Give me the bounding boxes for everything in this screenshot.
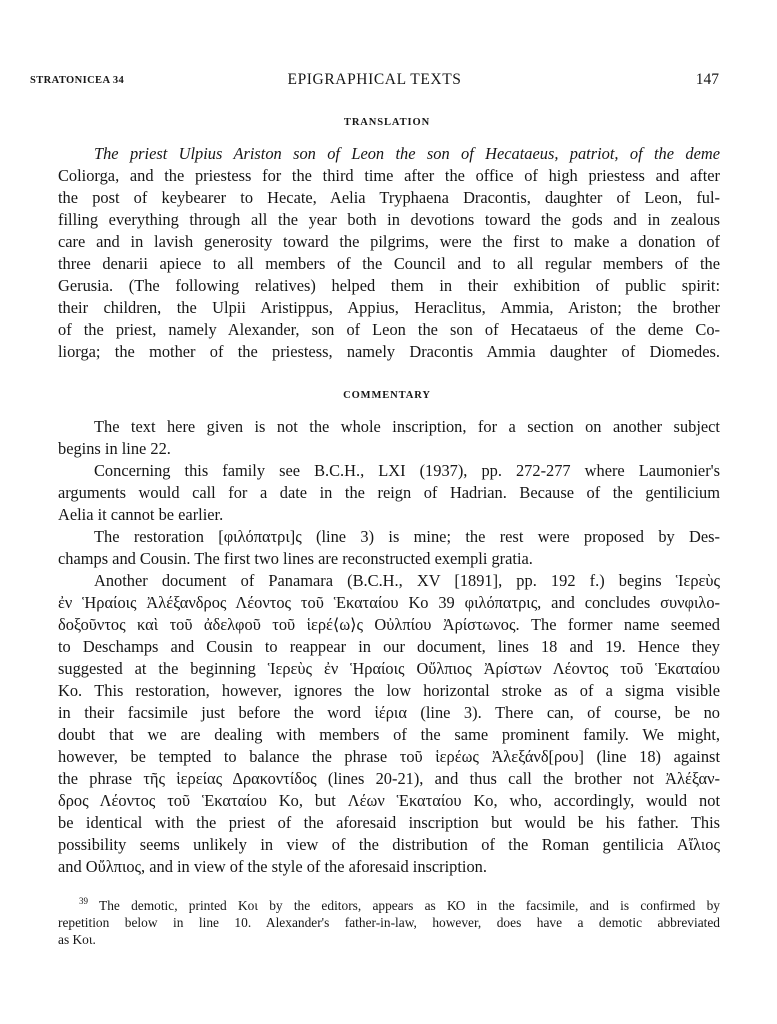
- running-head: [30, 71, 719, 93]
- commentary-line: to Deschamps and Cousin to reappear in our document, lines 18 and 19. Hence they: [58, 637, 720, 656]
- commentary-line: the phrase τῆς ἱερείας Δρακοντίδος (lines 20-21), and thus call the brother not Ἀλέξαν-: [58, 769, 720, 788]
- commentary-line: champs and Cousin. The first two lines are reconstructed exempli gratia.: [58, 549, 533, 568]
- commentary-line: ἐν Ἡραίοις Ἀλέξανδρος Λέοντος τοῦ Ἑκαταίου Κο 39 φιλόπατρις, and concludes συνφιλο-: [58, 593, 720, 612]
- translation-heading: TRANSLATION: [343, 117, 431, 128]
- footnote-number: 39: [79, 896, 88, 906]
- commentary-line: and Οὔλπιος, and in view of the style of the aforesaid inscription.: [58, 857, 487, 876]
- commentary-line: doubt that we are dealing with members of the same prominent family. We might,: [58, 725, 720, 744]
- translation-line: their children, the Ulpii Aristippus, Appius, Heraclitus, Ammia, Ariston; the brother: [58, 298, 720, 317]
- translation-line: of the priest, namely Alexander, son of Leon the son of Hecataeus of the deme Co-: [58, 320, 720, 339]
- footnote-line: as Κοι.: [58, 932, 96, 947]
- commentary-line: in their facsimile just before the word ἱέρια (line 3). There can, of course, be no: [58, 703, 720, 722]
- running-head-title: EPIGRAPHICAL TEXTS: [287, 71, 462, 88]
- commentary-line: δρος Λέοντος τοῦ Ἑκαταίου Κο, but Λέων Ἑκαταίου Κο, who, accordingly, would not: [58, 791, 720, 810]
- commentary-line: δοξοῦντος καὶ τοῦ ἀδελφοῦ τοῦ ἱερέ⟨ω⟩ς Οὐλπίου Ἀρίστωνος. The former name seemed: [58, 615, 720, 634]
- footnote-line: [79, 898, 720, 914]
- translation-line: three denarii apiece to all members of the Council and to all regular members of the: [58, 254, 720, 273]
- commentary-line: Another document of Panamara (B.C.H., XV [1891], pp. 192 f.) begins Ἱερεὺς: [94, 571, 720, 590]
- commentary-line: be identical with the priest of the aforesaid inscription but would be his father. This: [58, 813, 720, 832]
- commentary-line: however, be tempted to balance the phrase τοῦ ἱερέως Ἀλεξάνδ[ρου] (line 18) against: [58, 747, 720, 766]
- commentary-line: suggested at the beginning Ἱερεὺς ἐν Ἡραίοις Οὔλπιος Ἀρίστων Λέοντος τοῦ Ἑκαταίου: [58, 659, 720, 678]
- commentary-line: Κο. This restoration, however, ignores the low horizontal stroke as of a sigma visible: [58, 681, 720, 700]
- translation-line: the post of keybearer to Hecate, Aelia Tryphaena Dracontis, daughter of Leon, ful-: [58, 188, 720, 207]
- translation-line: filling everything through all the year both in devotions toward the gods and in zealous: [58, 210, 720, 229]
- translation-line: The priest Ulpius Ariston son of Leon the son of Hecataeus, patriot, of the deme: [94, 144, 720, 163]
- commentary-line: arguments would call for a date in the reign of Hadrian. Because of the gentilicium: [58, 483, 720, 502]
- footnote-text: The demotic, printed Κοι by the editors, appears as ΚΟ in the facsimile, and is confirmed by: [99, 898, 721, 913]
- commentary-line: Concerning this family see B.C.H., LXI (1937), pp. 272-277 where Laumonier's: [94, 461, 720, 480]
- commentary-line: Aelia it cannot be earlier.: [58, 505, 224, 524]
- commentary-heading: COMMENTARY: [343, 390, 431, 401]
- translation-line: care and in lavish generosity toward the pilgrims, were the first to make a donation of: [58, 232, 720, 251]
- commentary-line: The restoration [φιλόπατρι]ς (line 3) is mine; the rest were proposed by Des-: [94, 527, 720, 546]
- translation-line: Coliorga, and the priestess for the third time after the office of high priestess and after: [58, 166, 720, 185]
- footnote-line: repetition below in line 10. Alexander's father-in-law, however, does have a demotic abbreviated: [58, 915, 720, 930]
- commentary-line: possibility seems unlikely in view of the distribution of the Roman gentilicia Αἴλιος: [58, 835, 720, 854]
- running-head-left: STRATONICEA 34: [30, 75, 125, 86]
- page-number: 147: [695, 71, 719, 88]
- commentary-line: begins in line 22.: [58, 439, 171, 458]
- translation-line: liorga; the mother of the priestess, namely Dracontis Ammia daughter of Diomedes.: [58, 342, 720, 361]
- commentary-line: The text here given is not the whole inscription, for a section on another subject: [94, 417, 720, 436]
- translation-line: Gerusia. (The following relatives) helped them in their exhibition of public spirit:: [58, 276, 720, 295]
